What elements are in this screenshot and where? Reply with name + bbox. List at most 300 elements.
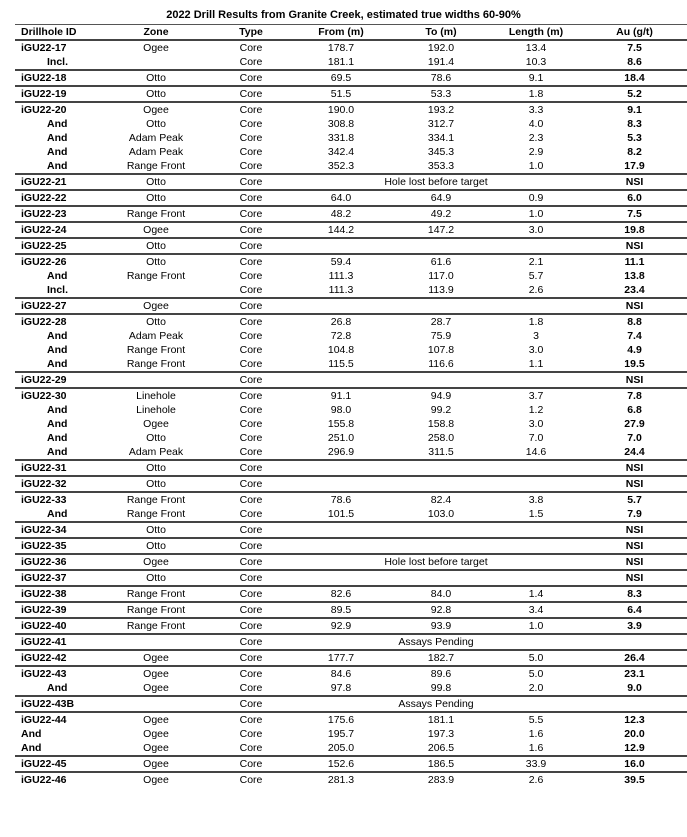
length-cell: 1.0 [491,618,581,634]
type-cell: Core [239,358,263,370]
type-cell: Core [239,432,263,444]
au-grade-cell: 5.3 [627,132,642,144]
au-grade-cell: 7.5 [581,206,687,222]
zone-cell [101,696,211,712]
type-cell: Core [211,222,291,238]
header-from: From (m) [318,26,364,38]
au-grade-cell: 23.4 [624,284,645,296]
type-cell: Core [239,404,263,416]
zone-cell: Adam Peak [128,446,184,458]
length-cell: 2.1 [491,254,581,269]
to-cell: 197.3 [427,728,455,740]
au-grade-cell: 6.8 [627,404,642,416]
au-grade-cell: 23.1 [581,666,687,681]
zone-cell: Ogee [101,222,211,238]
to-cell [391,522,491,538]
type-cell: Core [211,492,291,507]
from-cell: 101.5 [327,508,355,520]
type-cell: Core [239,508,263,520]
type-cell: Core [211,460,291,476]
zone-cell: Otto [101,70,211,86]
table-row [15,372,687,388]
drillhole-id-cell: iGU22-41 [15,634,101,650]
from-cell [291,298,391,314]
table-row [15,269,687,283]
type-cell: Core [239,742,263,754]
au-grade-cell: 5.7 [581,492,687,507]
from-cell: 308.8 [327,118,355,130]
from-cell: 98.0 [330,404,352,416]
drillhole-id-cell: Incl. [47,284,69,296]
from-cell [291,238,391,254]
length-cell: 3.0 [528,344,544,356]
zone-cell: Otto [101,476,211,492]
au-grade-cell: 8.2 [627,146,642,158]
to-cell: 28.7 [391,314,491,329]
au-grade-cell: 19.5 [624,358,645,370]
table-title: 2022 Drill Results from Granite Creek, estimated true widths 60-90% [166,9,521,21]
from-cell: 82.6 [291,586,391,602]
table-row [15,145,687,159]
zone-cell: Range Front [101,618,211,634]
to-cell: 99.8 [430,682,452,694]
to-cell [391,372,491,388]
drillhole-id-cell: Incl. [47,56,69,68]
drillhole-id-cell: And [47,132,68,144]
au-grade-cell: NSI [581,522,687,538]
from-cell [291,570,391,586]
zone-cell: Range Front [101,492,211,507]
table-row [15,40,687,55]
to-cell: 334.1 [427,132,455,144]
table-row [15,117,687,131]
from-cell: 331.8 [327,132,355,144]
drillhole-id-cell: iGU22-25 [15,238,101,254]
length-cell: 1.8 [491,86,581,102]
length-cell: 5.5 [491,712,581,727]
drillhole-id-cell: iGU22-39 [15,602,101,618]
table-row [15,570,687,586]
length-cell: 2.9 [528,146,544,158]
zone-cell: Linehole [136,404,176,416]
zone-cell: Range Front [126,344,186,356]
table-row [15,756,687,772]
type-cell: Core [211,650,291,666]
from-cell: 352.3 [327,160,355,172]
table-row [15,388,687,403]
zone-cell: Otto [101,522,211,538]
length-cell: 5.7 [528,270,544,282]
zone-cell: Otto [101,190,211,206]
drillhole-id-cell: iGU22-27 [15,298,101,314]
to-cell [391,298,491,314]
zone-cell: Ogee [101,554,211,570]
au-grade-cell: NSI [581,476,687,492]
zone-cell: Ogee [143,742,169,754]
table-row [15,476,687,492]
drillhole-id-cell: iGU22-17 [15,40,101,55]
from-cell: 115.5 [328,358,354,370]
zone-cell: Adam Peak [128,330,184,342]
to-cell: 186.5 [391,756,491,772]
zone-cell: Range Front [126,358,186,370]
from-cell [291,538,391,554]
to-cell: 258.0 [427,432,455,444]
table-row [15,492,687,507]
type-cell: Core [239,56,263,68]
au-grade-cell: 6.4 [581,602,687,618]
note-cell: Assays Pending [291,696,581,712]
to-cell [391,570,491,586]
to-cell: 353.3 [427,160,455,172]
length-cell: 3.3 [491,102,581,117]
zone-cell: Range Front [101,602,211,618]
to-cell: 78.6 [391,70,491,86]
length-cell [491,570,581,586]
table-row [15,222,687,238]
type-cell: Core [211,522,291,538]
zone-cell: Range Front [126,270,186,282]
zone-cell: Adam Peak [128,146,184,158]
type-cell: Core [211,190,291,206]
from-cell: 144.2 [291,222,391,238]
type-cell: Core [211,618,291,634]
length-cell: 3.0 [491,222,581,238]
to-cell: 93.9 [391,618,491,634]
zone-cell: Range Front [101,586,211,602]
table-row [15,727,687,741]
to-cell: 94.9 [391,388,491,403]
length-cell: 5.0 [491,650,581,666]
from-cell: 78.6 [291,492,391,507]
length-cell [491,238,581,254]
au-grade-cell: 9.1 [581,102,687,117]
type-cell: Core [239,446,263,458]
table-row [15,445,687,460]
drillhole-id-cell: And [47,432,68,444]
to-cell: 345.3 [427,146,455,158]
to-cell: 107.8 [427,344,455,356]
header-row [15,25,687,40]
table-row [15,131,687,145]
zone-cell: Ogee [101,772,211,787]
zone-cell [101,283,211,298]
zone-cell: Ogee [101,40,211,55]
zone-cell: Range Front [126,160,186,172]
au-grade-cell: NSI [581,174,687,190]
from-cell: 195.7 [327,728,355,740]
au-grade-cell: NSI [581,372,687,388]
au-grade-cell: 18.4 [581,70,687,86]
from-cell: 175.6 [291,712,391,727]
length-cell: 3.4 [491,602,581,618]
drillhole-id-cell: iGU22-21 [15,174,101,190]
header-drillhole-id: Drillhole ID [21,26,77,38]
au-grade-cell: NSI [581,460,687,476]
table-row [15,254,687,269]
type-cell: Core [211,314,291,329]
table-row [15,650,687,666]
from-cell: 64.0 [291,190,391,206]
type-cell: Core [211,298,291,314]
type-cell: Core [211,772,291,787]
table-row [15,507,687,522]
drillhole-id-cell: iGU22-36 [15,554,101,570]
to-cell: 311.5 [428,446,454,458]
from-cell: 178.7 [291,40,391,55]
table-row [15,298,687,314]
from-cell: 84.6 [291,666,391,681]
zone-cell: Otto [101,238,211,254]
from-cell: 205.0 [327,742,355,754]
drillhole-id-cell: And [47,330,68,342]
drillhole-id-cell: And [47,270,68,282]
type-cell: Core [211,476,291,492]
table-row [15,159,687,174]
au-grade-cell: NSI [581,554,687,570]
table-row [15,681,687,696]
length-cell: 2.3 [528,132,544,144]
drillhole-id-cell: iGU22-35 [15,538,101,554]
length-cell: 33.9 [491,756,581,772]
type-cell: Core [239,330,263,342]
type-cell: Core [239,132,263,144]
drill-results-table [15,25,687,787]
au-grade-cell: 7.5 [581,40,687,55]
drillhole-id-cell: iGU22-43 [15,666,101,681]
type-cell: Core [239,344,263,356]
type-cell: Core [211,40,291,55]
au-grade-cell: 27.9 [624,418,645,430]
to-cell [391,238,491,254]
au-grade-cell [581,696,687,712]
table-row [15,602,687,618]
table-row [15,357,687,372]
zone-cell [101,372,211,388]
to-cell [391,538,491,554]
type-cell: Core [211,756,291,772]
from-cell: 59.4 [291,254,391,269]
from-cell [291,522,391,538]
drillhole-id-cell: iGU22-20 [15,102,101,117]
au-grade-cell: 12.3 [581,712,687,727]
table-row [15,70,687,86]
zone-cell: Otto [101,314,211,329]
header-to: To (m) [425,26,457,38]
from-cell [291,372,391,388]
length-cell: 4.0 [528,118,544,130]
type-cell: Core [211,86,291,102]
from-cell: 111.3 [328,284,354,296]
table-row [15,417,687,431]
table-row [15,538,687,554]
table-row [15,190,687,206]
from-cell: 342.4 [327,146,355,158]
type-cell: Core [239,418,263,430]
table-row [15,460,687,476]
zone-cell: Otto [146,432,166,444]
from-cell: 69.5 [291,70,391,86]
drillhole-id-cell: And [47,146,68,158]
drillhole-id-cell: iGU22-45 [15,756,101,772]
from-cell: 72.8 [330,330,352,342]
table-row [15,554,687,570]
zone-cell: Ogee [101,756,211,772]
table-row [15,86,687,102]
to-cell: 64.9 [391,190,491,206]
length-cell: 1.8 [491,314,581,329]
drillhole-id-cell: And [21,728,42,740]
length-cell: 2.0 [528,682,544,694]
drillhole-id-cell: iGU22-46 [15,772,101,787]
length-cell: 1.4 [491,586,581,602]
type-cell: Core [211,586,291,602]
zone-cell: Ogee [101,712,211,727]
table-row [15,666,687,681]
length-cell: 1.1 [528,358,544,370]
type-cell: Core [211,712,291,727]
to-cell: 182.7 [391,650,491,666]
from-cell: 251.0 [327,432,355,444]
zone-cell: Otto [101,254,211,269]
length-cell [491,538,581,554]
table-row [15,206,687,222]
type-cell: Core [211,634,291,650]
drillhole-id-cell: iGU22-24 [15,222,101,238]
drillhole-id-cell: iGU22-40 [15,618,101,634]
length-cell: 14.6 [525,446,547,458]
type-cell: Core [239,728,263,740]
au-grade-cell: NSI [581,238,687,254]
type-cell: Core [239,146,263,158]
drillhole-id-cell: iGU22-22 [15,190,101,206]
zone-cell: Ogee [143,418,169,430]
table-row [15,55,687,70]
drillhole-id-cell: iGU22-23 [15,206,101,222]
zone-cell: Ogee [101,102,211,117]
drillhole-id-cell: iGU22-33 [15,492,101,507]
zone-cell: Linehole [101,388,211,403]
from-cell: 190.0 [291,102,391,117]
type-cell: Core [239,270,263,282]
to-cell: 61.6 [391,254,491,269]
length-cell [491,476,581,492]
note-cell: Hole lost before target [291,554,581,570]
from-cell: 111.3 [328,270,354,282]
drillhole-id-cell: iGU22-38 [15,586,101,602]
au-grade-cell [581,634,687,650]
drillhole-id-cell: And [47,358,68,370]
to-cell: 113.9 [428,284,454,296]
au-grade-cell: 39.5 [581,772,687,787]
to-cell: 89.6 [391,666,491,681]
drillhole-id-cell: iGU22-19 [15,86,101,102]
table-row [15,314,687,329]
length-cell: 3.8 [491,492,581,507]
zone-cell: Otto [101,460,211,476]
au-grade-cell: 7.0 [627,432,642,444]
zone-cell: Ogee [101,298,211,314]
from-cell: 296.9 [327,446,355,458]
au-grade-cell: NSI [581,298,687,314]
drillhole-id-cell: iGU22-26 [15,254,101,269]
header-type: Type [239,26,263,38]
type-cell: Core [211,254,291,269]
zone-cell: Ogee [101,666,211,681]
drillhole-id-cell: And [47,118,68,130]
drillhole-id-cell: iGU22-29 [15,372,101,388]
type-cell: Core [239,160,263,172]
table-row [15,343,687,357]
zone-cell [101,634,211,650]
zone-cell [101,55,211,70]
to-cell: 158.8 [427,418,455,430]
to-cell [391,460,491,476]
to-cell: 49.2 [391,206,491,222]
from-cell: 97.8 [330,682,352,694]
from-cell: 155.8 [327,418,355,430]
zone-cell: Adam Peak [128,132,184,144]
type-cell: Core [211,238,291,254]
drillhole-id-cell: iGU22-18 [15,70,101,86]
to-cell [391,476,491,492]
length-cell: 2.6 [491,772,581,787]
length-cell [491,522,581,538]
drillhole-id-cell: And [47,508,68,520]
au-grade-cell: 7.4 [627,330,642,342]
table-row [15,238,687,254]
to-cell: 99.2 [430,404,452,416]
header-au: Au (g/t) [616,26,653,38]
type-cell: Core [239,284,263,296]
length-cell: 13.4 [491,40,581,55]
to-cell: 84.0 [391,586,491,602]
drillhole-id-cell: And [47,160,68,172]
length-cell: 2.6 [528,284,544,296]
to-cell: 92.8 [391,602,491,618]
drillhole-id-cell: iGU22-44 [15,712,101,727]
au-grade-cell: 6.0 [581,190,687,206]
to-cell: 181.1 [391,712,491,727]
zone-cell: Range Front [126,508,186,520]
from-cell: 92.9 [291,618,391,634]
type-cell: Core [239,682,263,694]
table-row [15,772,687,787]
zone-cell: Otto [101,86,211,102]
type-cell: Core [239,118,263,130]
au-grade-cell: 12.9 [624,742,645,754]
au-grade-cell: 3.9 [581,618,687,634]
au-grade-cell: 11.1 [581,254,687,269]
to-cell: 116.6 [428,358,454,370]
to-cell: 191.4 [427,56,455,68]
table-row [15,431,687,445]
table-row [15,283,687,298]
zone-cell: Otto [101,174,211,190]
zone-cell: Ogee [143,682,169,694]
drillhole-id-cell: And [47,404,68,416]
drillhole-id-cell: And [47,682,68,694]
to-cell: 193.2 [391,102,491,117]
length-cell: 9.1 [491,70,581,86]
to-cell: 75.9 [430,330,452,342]
length-cell: 10.3 [525,56,547,68]
type-cell: Core [211,570,291,586]
au-grade-cell: 26.4 [581,650,687,666]
length-cell: 3.7 [491,388,581,403]
length-cell: 1.6 [528,742,544,754]
zone-cell: Otto [101,570,211,586]
